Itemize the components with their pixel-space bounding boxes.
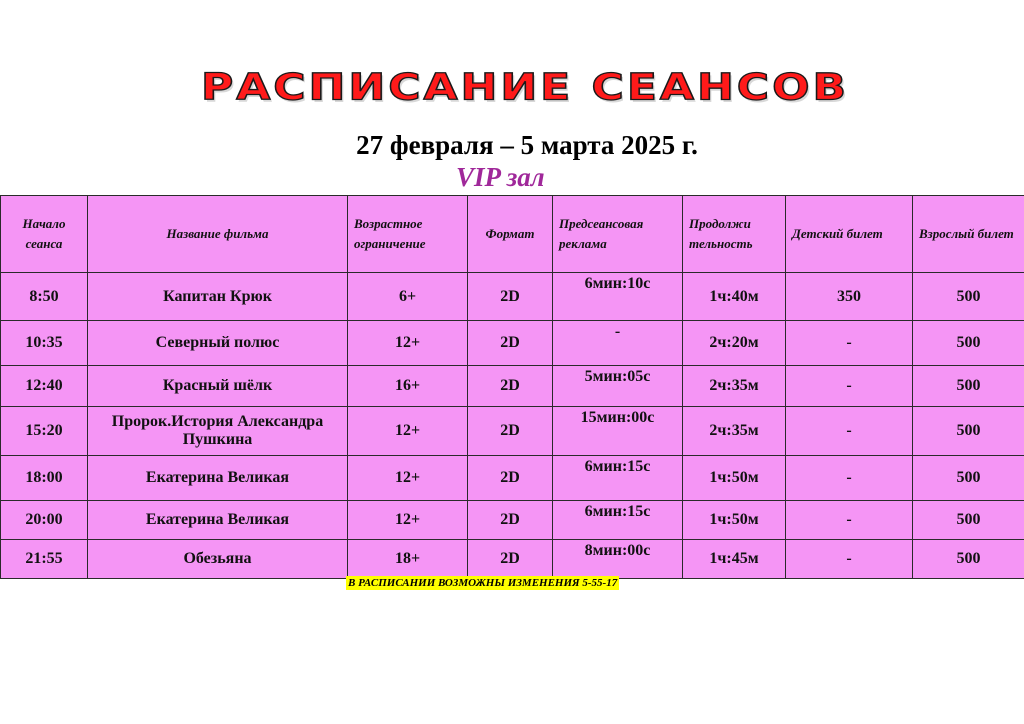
- cell-start: 20:00: [1, 501, 88, 540]
- cell-duration: 1ч:45м: [683, 540, 786, 579]
- cell-age: 12+: [348, 456, 468, 501]
- cell-adult: 500: [913, 321, 1024, 366]
- cell-age: 6+: [348, 273, 468, 321]
- header-film: Название фильма: [88, 196, 348, 273]
- cell-age: 16+: [348, 366, 468, 407]
- cell-format: 2D: [468, 366, 553, 407]
- cell-promo: 6мин:15с: [553, 501, 683, 540]
- cell-child: -: [786, 540, 913, 579]
- cell-format: 2D: [468, 407, 553, 456]
- header-age: Возрастное ограничение: [348, 196, 468, 273]
- page-title: РАСПИСАНИЕ СЕАНСОВ: [200, 66, 850, 109]
- header-promo: Предсеансовая реклама: [553, 196, 683, 273]
- header-format: Формат: [468, 196, 553, 273]
- table-row: [1, 321, 1024, 366]
- cell-age: 12+: [348, 501, 468, 540]
- cell-promo: 6мин:10с: [553, 273, 683, 321]
- cell-duration: 1ч:50м: [683, 501, 786, 540]
- cell-adult: 500: [913, 407, 1024, 456]
- cell-adult: 500: [913, 366, 1024, 407]
- cell-start: 10:35: [1, 321, 88, 366]
- cell-child: -: [786, 456, 913, 501]
- cell-start: 21:55: [1, 540, 88, 579]
- cell-child: 350: [786, 273, 913, 321]
- cell-duration: 1ч:50м: [683, 456, 786, 501]
- schedule-table: [0, 195, 1024, 579]
- cell-promo: 5мин:05с: [553, 366, 683, 407]
- cell-start: 8:50: [1, 273, 88, 321]
- cell-duration: 1ч:40м: [683, 273, 786, 321]
- cell-start: 15:20: [1, 407, 88, 456]
- table-row: [1, 273, 1024, 321]
- cell-duration: 2ч:35м: [683, 366, 786, 407]
- cell-format: 2D: [468, 273, 553, 321]
- cell-promo: 6мин:15с: [553, 456, 683, 501]
- table-header-row: [1, 196, 1024, 273]
- cell-age: 12+: [348, 321, 468, 366]
- table-row: [1, 366, 1024, 407]
- cell-format: 2D: [468, 501, 553, 540]
- cell-film: Капитан Крюк: [88, 273, 348, 321]
- cell-promo: -: [553, 321, 683, 366]
- cell-film: Пророк.История Александра Пушкина: [88, 407, 348, 456]
- cell-promo: 8мин:00с: [553, 540, 683, 579]
- cell-format: 2D: [468, 456, 553, 501]
- cell-format: 2D: [468, 540, 553, 579]
- cell-film: Екатерина Великая: [88, 456, 348, 501]
- cell-age: 18+: [348, 540, 468, 579]
- table-row: [1, 501, 1024, 540]
- cell-age: 12+: [348, 407, 468, 456]
- header-child-ticket: Детский билет: [786, 196, 913, 273]
- cell-child: -: [786, 366, 913, 407]
- cell-film: Северный полюс: [88, 321, 348, 366]
- header-adult-ticket: Взрослый билет: [913, 196, 1024, 273]
- cell-child: -: [786, 407, 913, 456]
- header-duration: Продолжи тельность: [683, 196, 786, 273]
- cell-film: Красный шёлк: [88, 366, 348, 407]
- cell-child: -: [786, 501, 913, 540]
- table-row: [1, 456, 1024, 501]
- cell-film: Екатерина Великая: [88, 501, 348, 540]
- cell-start: 18:00: [1, 456, 88, 501]
- table-row: [1, 407, 1024, 456]
- cell-format: 2D: [468, 321, 553, 366]
- date-range: 27 февраля – 5 марта 2025 г.: [356, 130, 698, 160]
- cell-adult: 500: [913, 273, 1024, 321]
- header-start: Начало сеанса: [1, 196, 88, 273]
- cell-adult: 500: [913, 540, 1024, 579]
- schedule-change-notice: В РАСПИСАНИИ ВОЗМОЖНЫ ИЗМЕНЕНИЯ 5-55-17: [348, 577, 618, 589]
- cell-duration: 2ч:35м: [683, 407, 786, 456]
- cell-duration: 2ч:20м: [683, 321, 786, 366]
- cell-promo: 15мин:00с: [553, 407, 683, 456]
- table-row: [1, 540, 1024, 579]
- cell-adult: 500: [913, 456, 1024, 501]
- cell-start: 12:40: [1, 366, 88, 407]
- hall-name: VIP зал: [456, 162, 545, 192]
- cell-film: Обезьяна: [88, 540, 348, 579]
- cell-child: -: [786, 321, 913, 366]
- cell-adult: 500: [913, 501, 1024, 540]
